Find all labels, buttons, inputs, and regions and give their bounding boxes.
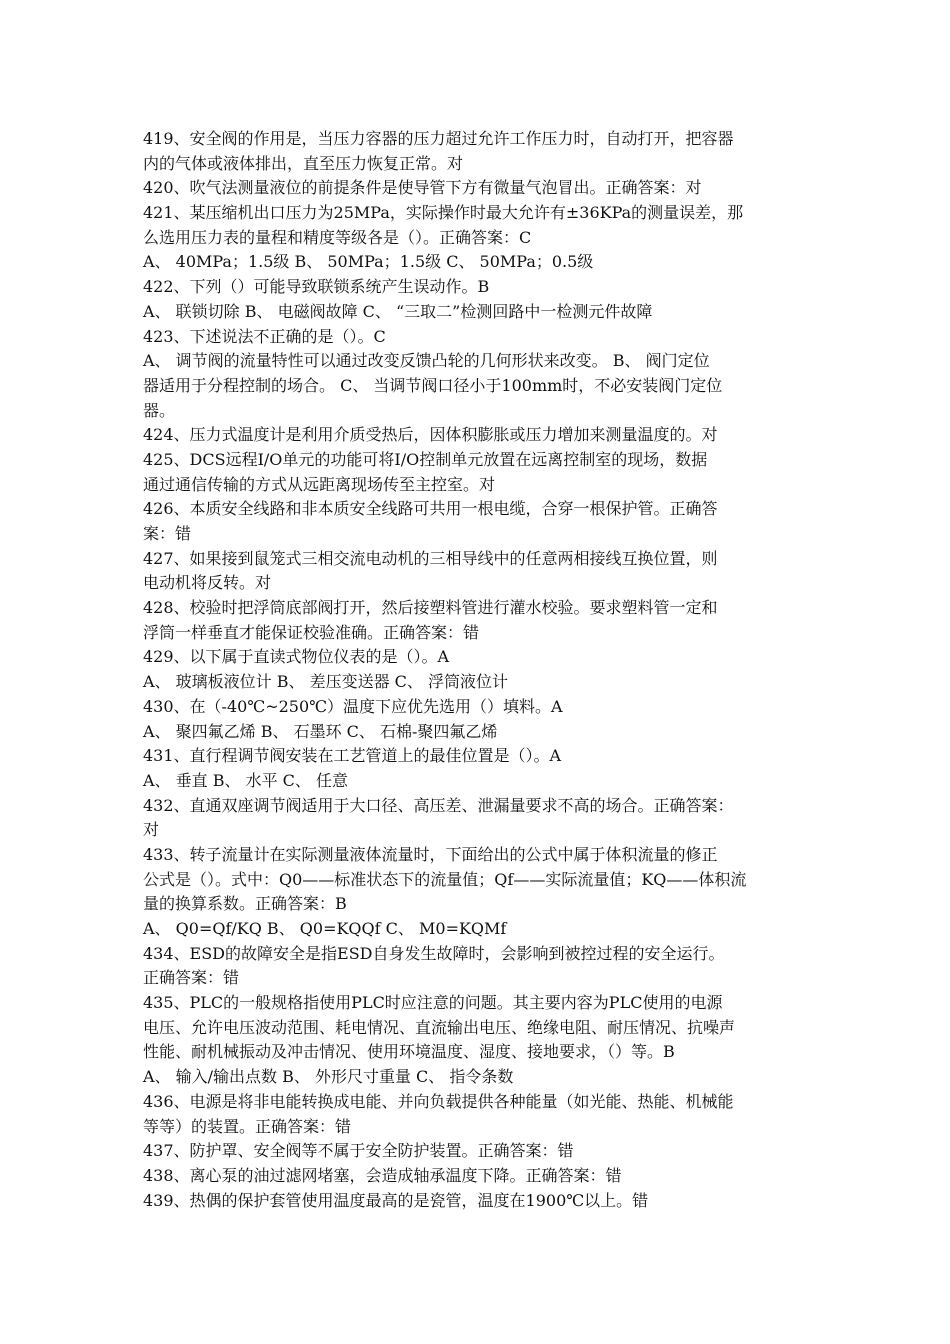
text-line: 423、下述说法不正确的是（）。C: [143, 326, 386, 346]
text-line: 421、某压缩机出口压力为25MPa，实际操作时最大允许有±36KPa的测量误差，那: [143, 203, 744, 223]
text-line: 性能、耐机械振动及冲击情况、使用环境温度、湿度、接地要求，（）等。B: [143, 1042, 675, 1062]
text-line: 426、本质安全线路和非本质安全线路可共用一根电缆，合穿一根保护管。正确答: [143, 499, 718, 519]
text-line: A、 玻璃板液位计 B、 差压变送器 C、 浮筒液位计: [143, 672, 508, 692]
text-line: 420、吹气法测量液位的前提条件是使导管下方有微量气泡冒出。正确答案：对: [143, 178, 702, 198]
text-line: 器适用于分程控制的场合。 C、 当调节阀口径小于100mm时，不必安装阀门定位: [143, 375, 723, 395]
text-line: 浮筒一样垂直才能保证校验准确。正确答案：错: [143, 622, 480, 642]
text-line: 435、PLC的一般规格指使用PLC时应注意的问题。其主要内容为PLC使用的电源: [143, 993, 723, 1013]
text-line: 对: [143, 820, 160, 840]
text-line: 439、热偶的保护套管使用温度最高的是瓷管，温度在1900℃以上。错: [143, 1190, 649, 1210]
text-line: 429、以下属于直读式物位仪表的是（）。A: [143, 647, 450, 667]
text-line: 案：错: [143, 524, 192, 543]
text-line: 器。: [143, 400, 176, 420]
text-line: 量的换算系数。正确答案：B: [143, 894, 347, 914]
text-line: 437、防护罩、安全阀等不属于安全防护装置。正确答案：错: [143, 1141, 574, 1161]
text-line: 436、电源是将非电能转换成电能、并向负载提供各种能量（如光能、热能、机械能: [143, 1091, 734, 1111]
text-line: 内的气体或液体排出，直至压力恢复正常。对: [143, 153, 464, 173]
text-line: A、 调节阀的流量特性可以通过改变反馈凸轮的几何形状来改变。 B、 阀门定位: [143, 351, 710, 371]
text-line: 424、压力式温度计是利用介质受热后，因体积膨胀或压力增加来测量温度的。对: [143, 425, 718, 445]
text-line: 425、DCS远程I/O单元的功能可将I/O控制单元放置在远离控制室的现场，数据: [143, 449, 708, 469]
text-line: A、 联锁切除 B、 电磁阀故障 C、 “三取二”检测回路中一检测元件故障: [143, 301, 653, 321]
text-line: 438、离心泵的油过滤网堵塞，会造成轴承温度下降。正确答案：错: [143, 1165, 622, 1185]
text-line: 430、在（-40℃~250℃）温度下应优先选用（）填料。A: [143, 696, 563, 716]
text-line: 么选用压力表的量程和精度等级各是（）。正确答案：C: [143, 227, 532, 247]
text-line: 433、转子流量计在实际测量液体流量时，下面给出的公式中属于体积流量的修正: [143, 844, 718, 864]
text-line: A、 输入/输出点数 B、 外形尺寸重量 C、 指令条数: [143, 1067, 514, 1087]
text-line: A、 Q0=Qf/KQ B、 Q0=KQQf C、 M0=KQMf: [143, 919, 507, 938]
text-line: 428、校验时把浮筒底部阀打开，然后接塑料管进行灌水校验。要求塑料管一定和: [143, 598, 718, 618]
text-line: 422、下列（）可能导致联锁系统产生误动作。B: [143, 277, 490, 297]
text-line: 公式是（）。式中：Q0——标准状态下的流量值；Qf——实际流量值；KQ——体积流: [143, 869, 747, 889]
document-body: [143, 127, 811, 1213]
text-line: A、 聚四氟乙烯 B、 石墨环 C、 石棉-聚四氟乙烯: [143, 721, 498, 741]
text-line: 等等）的装置。正确答案：错: [143, 1116, 352, 1136]
text-line: 427、如果接到鼠笼式三相交流电动机的三相导线中的任意两相接线互换位置，则: [143, 548, 718, 568]
text-line: 电压、允许电压波动范围、耗电情况、直流输出电压、绝缘电阻、耐压情况、抗噪声: [143, 1017, 736, 1037]
text-line: 通过通信传输的方式从远距离现场传至主控室。对: [143, 474, 496, 494]
text-line: 432、直通双座调节阀适用于大口径、高压差、泄漏量要求不高的场合。正确答案：: [143, 795, 734, 815]
text-line: 电动机将反转。对: [143, 573, 272, 593]
text-line: A、 40MPa；1.5级 B、 50MPa；1.5级 C、 50MPa；0.5级: [143, 252, 594, 272]
text-line: A、 垂直 B、 水平 C、 任意: [143, 770, 348, 790]
text-line: 419、安全阀的作用是，当压力容器的压力超过允许工作压力时，自动打开，把容器: [143, 129, 734, 148]
text-line: 正确答案：错: [143, 968, 240, 988]
text-line: 431、直行程调节阀安装在工艺管道上的最佳位置是（）。A: [143, 746, 562, 766]
text-line: 434、ESD的故障安全是指ESD自身发生故障时，会影响到被控过程的安全运行。: [143, 943, 725, 963]
